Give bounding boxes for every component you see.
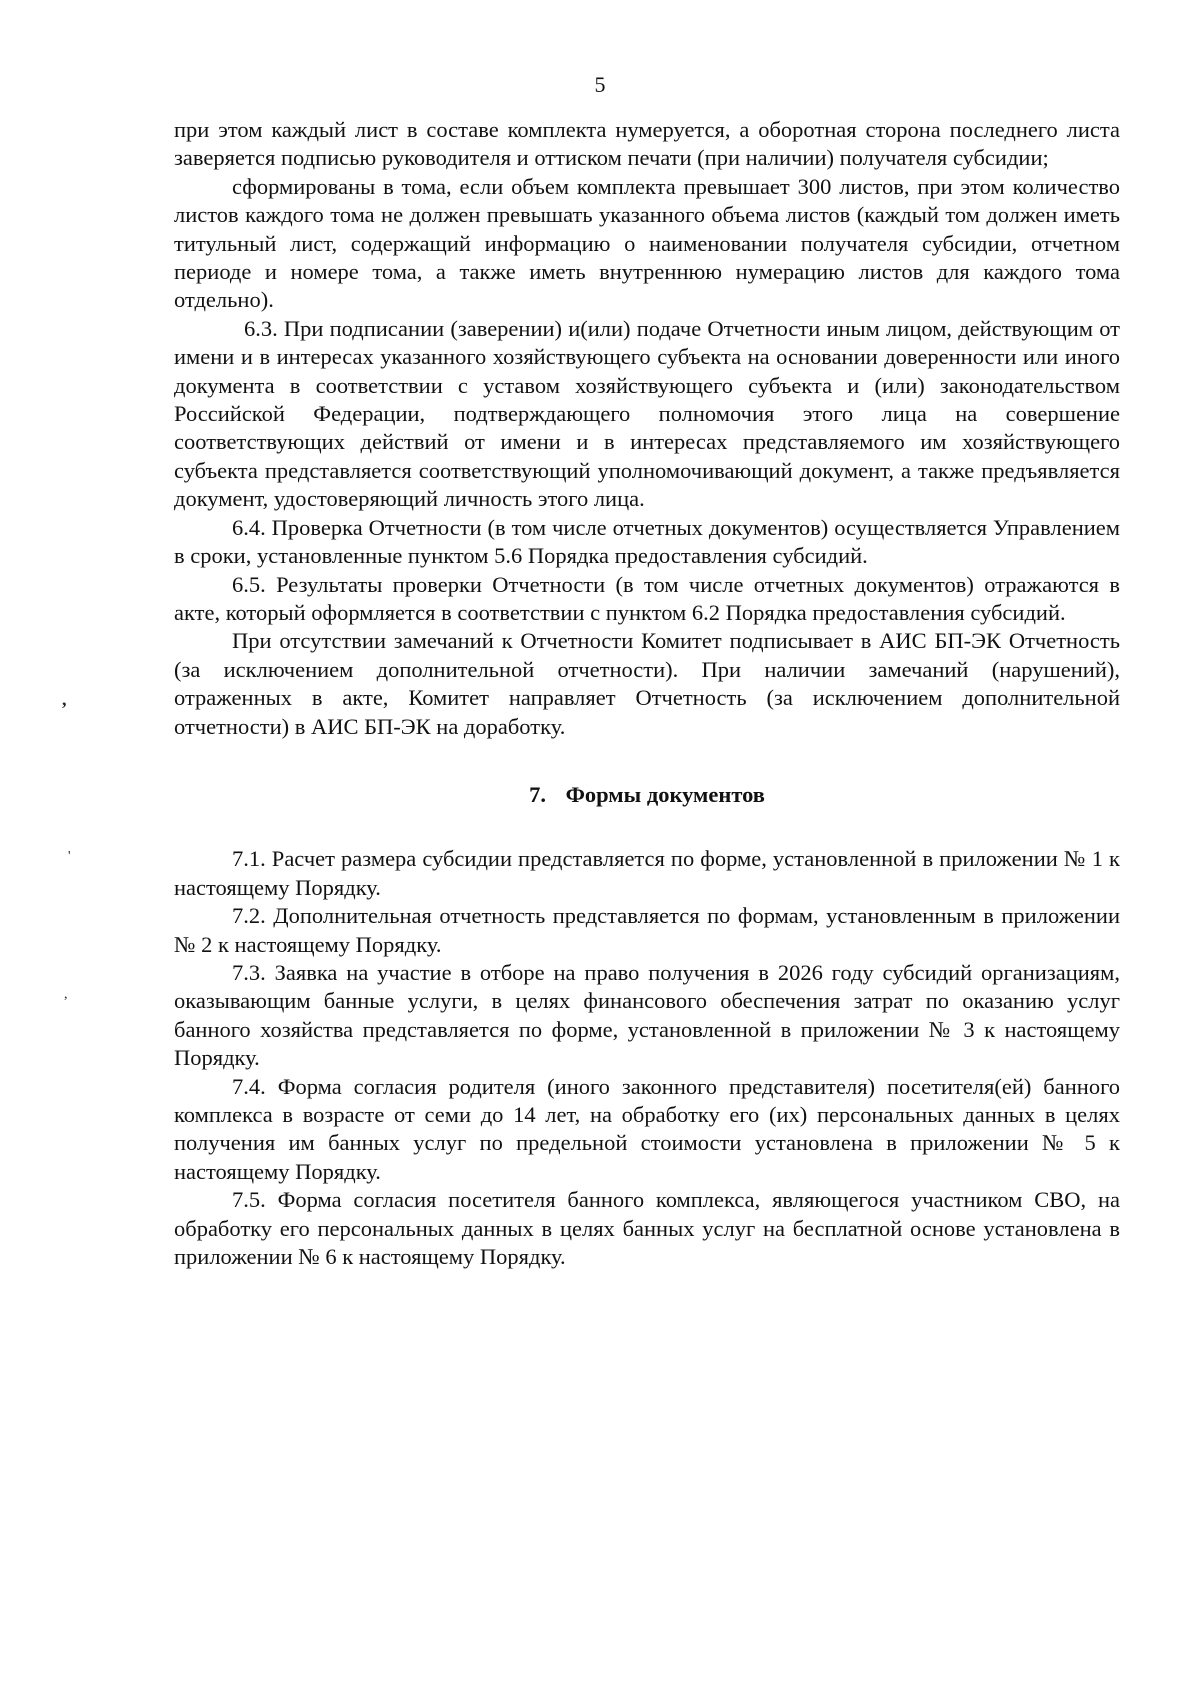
paragraph-6-4: 6.4. Проверка Отчетности (в том числе отчетных документов) осуществляется Управлением в сроки, установленные пунктом 5.6 Порядка предоставления субсидий. (174, 514, 1120, 569)
scan-mark: ' (68, 849, 71, 864)
paragraph-6-5: 6.5. Результаты проверки Отчетности (в том числе отчетных документов) отражаются в акте, который оформляется в соответствии с пунктом 6.2 Порядка предоставления субсидий. (174, 571, 1120, 625)
paragraph-continued: при этом каждый лист в составе комплекта нумеруется, а оборотная сторона последнего листа заверяется подписью руководителя и оттиском печати (при наличии) получателя субсидии; (174, 117, 1120, 171)
paragraph-7-4: 7.4. Форма согласия родителя (иного законного представителя) посетителя(ей) банного комплекса в возрасте от семи до 14 лет, на обработку его (их) персональных данных в целях получения им банных услуг по предельной стоимости установлена в приложении № 5 к настоящему Порядку. (174, 1073, 1120, 1184)
paragraph-7-1: 7.1. Расчет размера субсидии представляется по форме, установленной в приложении № 1 к настоящему Порядку. (174, 846, 1120, 900)
paragraph-committee: При отсутствии замечаний к Отчетности Комитет подписывает в АИС БП-ЭК Отчетность (за исключением дополнительной отчетности). При наличии замечаний (нарушений), отраженных в акте, Комитет направляет Отчетность (за исключением дополнительной отчетности) в АИС БП-ЭК на доработку. (174, 628, 1120, 739)
scan-mark: , (64, 987, 68, 1002)
paragraph-6-3: 6.3. При подписании (заверении) и(или) подаче Отчетности иным лицом, действующим от имени и в интересах указанного хозяйствующего субъекта на основании доверенности или иного документа в соответствии с уставом хозяйствующего субъекта и (или) законодательством Российской Федерации, подтверждающего полномочия этого лица на совершение соответствующих действий от имени и в интересах представляемого им хозяйствующего субъекта представляется соответствующий уполномочивающий документ, а также предъявляется документ, удостоверяющий личность этого лица. (174, 315, 1120, 512)
page-number: 5 (594, 72, 606, 97)
document-body (174, 116, 1120, 1271)
section-number: 7. (529, 781, 546, 807)
paragraph-7-2: 7.2. Дополнительная отчетность представляется по формам, установленным в приложении № 2 к настоящему Порядку. (174, 903, 1120, 957)
paragraph-volumes: сформированы в тома, если объем комплекта превышает 300 листов, при этом количество листов каждого тома не должен превышать указанного объема листов (каждый том должен иметь титульный лист, содержащий информацию о наименовании получателя субсидии, отчетном периоде и номере тома, а также иметь внутреннюю нумерацию листов для каждого тома отдельно). (174, 173, 1120, 313)
scan-mark: , (62, 689, 67, 709)
paragraph-7-5: 7.5. Форма согласия посетителя банного комплекса, являющегося участником СВО, на обработку его персональных данных в целях банных услуг на бесплатной основе установлена в приложении № 6 к настоящему Порядку. (174, 1187, 1120, 1270)
section-heading (174, 781, 1120, 809)
paragraph-7-3: 7.3. Заявка на участие в отборе на право получения в 2026 году субсидий организациям, оказывающим банные услуги, в целях финансового обеспечения затрат по оказанию услуг банного хозяйства представляется по форме, установленной в приложении № 3 к настоящему Порядку. (174, 959, 1120, 1071)
section-title: Формы документов (565, 781, 765, 807)
